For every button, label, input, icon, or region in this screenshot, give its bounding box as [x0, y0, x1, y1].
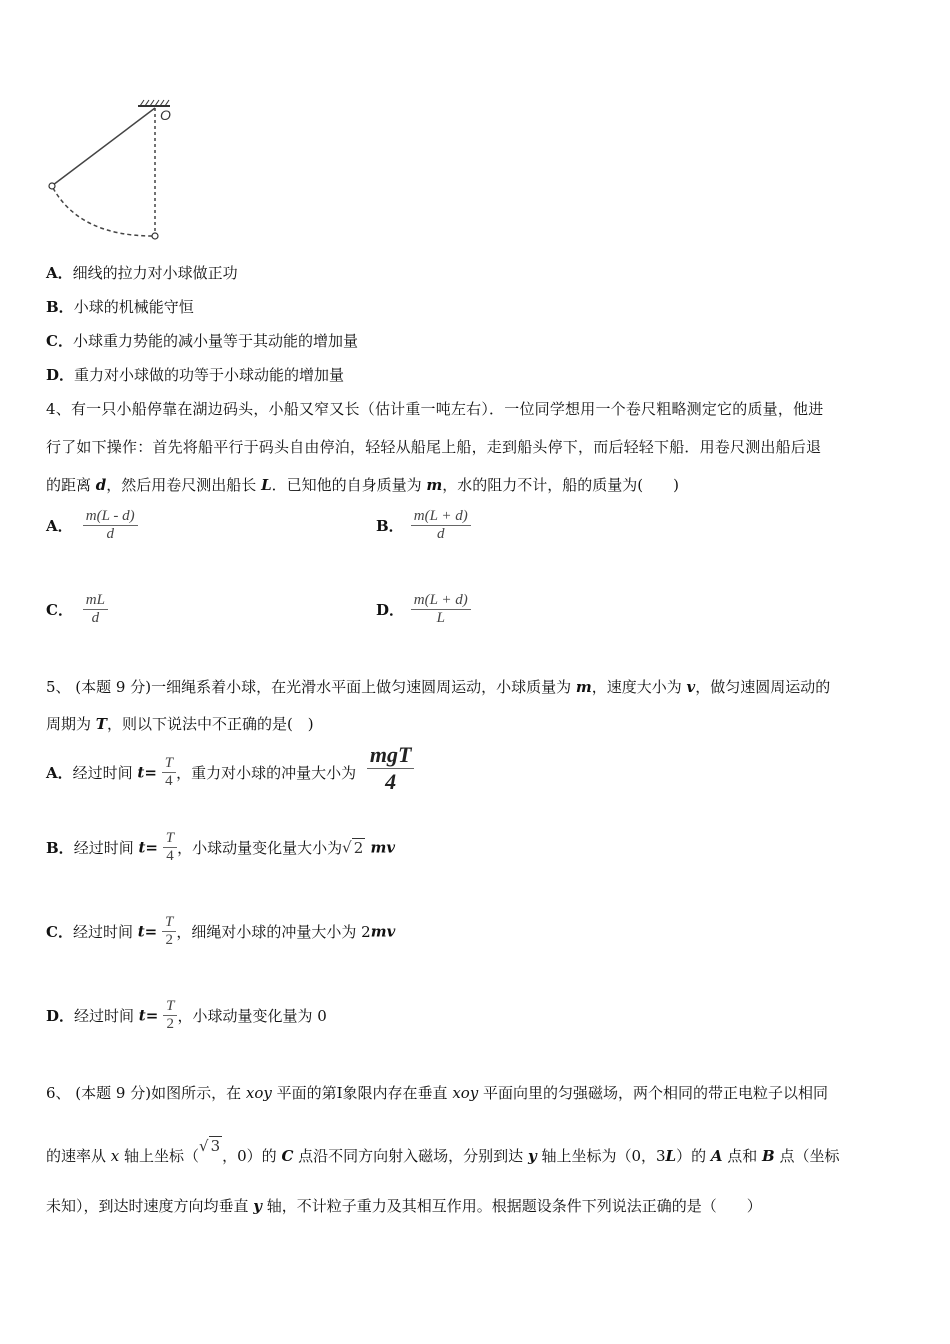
- text: ，速度大小为: [591, 678, 687, 696]
- text: 未知），到达时速度方向均垂直: [46, 1197, 254, 1215]
- equals: =: [145, 838, 158, 857]
- option-text: 重力对小球做的功等于小球动能的增加量: [74, 366, 345, 384]
- text: 平面的第Ⅰ象限内存在垂直: [271, 1084, 453, 1102]
- denominator: d: [83, 525, 138, 543]
- text: 经过时间: [74, 1007, 139, 1025]
- q5-option-c: [46, 914, 395, 949]
- text: 点和: [722, 1147, 763, 1165]
- var-d: d: [95, 476, 107, 494]
- option-letter: A．: [46, 764, 73, 782]
- q4-line-3: [46, 474, 679, 495]
- equals: =: [145, 1006, 159, 1025]
- fraction: [411, 508, 471, 543]
- text: ，然后用卷尺测出船长: [106, 476, 262, 494]
- sqrt: √ 2: [342, 838, 364, 857]
- var-a: A: [710, 1147, 723, 1165]
- option-text: 细线的拉力对小球做正功: [72, 264, 238, 282]
- text: ，小球动量变化量为 0: [177, 1007, 327, 1025]
- text: ，水的阻力不计，船的质量为( ): [442, 476, 679, 494]
- text: 点沿不同方向射入磁场，分别到达: [293, 1147, 528, 1165]
- numerator: T: [164, 755, 174, 771]
- option-letter: A．: [46, 517, 73, 535]
- text: 经过时间: [72, 923, 138, 941]
- option-letter: C．: [46, 923, 73, 941]
- text: 点（坐标: [774, 1147, 840, 1165]
- q4-option-a: [46, 508, 138, 543]
- text: ，细绳对小球的冲量大小为 2: [176, 923, 371, 941]
- text: 平面向里的匀强磁场，两个相同的带正电粒子以相同: [478, 1084, 829, 1102]
- text: ）的: [676, 1147, 711, 1165]
- text: 轴上坐标为（0，3: [536, 1147, 666, 1165]
- text: 轴上坐标（: [119, 1147, 200, 1165]
- var-t: t: [138, 838, 146, 857]
- sqrt: √ 3: [199, 1137, 221, 1155]
- q4-option-d: [376, 592, 471, 627]
- var-t: t: [137, 763, 145, 782]
- text: 周期为: [46, 715, 96, 733]
- text: ，则以下说法中不正确的是( ): [106, 715, 314, 733]
- var-mv: mv: [370, 922, 396, 941]
- numerator: T: [165, 830, 175, 846]
- var-t: T: [95, 715, 107, 733]
- equals: =: [144, 922, 158, 941]
- denominator: L: [411, 609, 471, 627]
- var-c: C: [281, 1147, 294, 1165]
- denominator: 2: [163, 1015, 177, 1033]
- denominator: 4: [163, 847, 177, 865]
- q3-option-b: [46, 296, 194, 317]
- pendulum-figure: [40, 96, 190, 246]
- denominator: 4: [162, 772, 176, 790]
- q6-line-2: [46, 1137, 840, 1166]
- option-letter: B．: [46, 839, 74, 857]
- pivot-label: O: [160, 107, 171, 123]
- q3-option-c: [46, 330, 358, 351]
- denominator: d: [83, 609, 108, 627]
- var-t: t: [137, 922, 145, 941]
- q3-option-a: [46, 262, 238, 283]
- var-v: v: [686, 678, 696, 696]
- q4-option-b: [376, 508, 471, 543]
- option-letter: B．: [376, 517, 404, 535]
- text: 经过时间: [73, 839, 139, 857]
- denominator: 2: [162, 931, 176, 949]
- fraction: [163, 998, 177, 1033]
- text: 6、 (本题 9 分)如图所示，在: [46, 1084, 246, 1102]
- option-text: 小球的机械能守恒: [73, 298, 194, 316]
- var-t: t: [138, 1006, 146, 1025]
- numerator: T: [165, 914, 174, 930]
- option-letter: D．: [46, 1007, 75, 1025]
- q5-option-b: [46, 830, 395, 865]
- q4-line-2: 行了如下操作：首先将船平行于码头自由停泊，轻轻从船尾上船，走到船头停下，而后轻轻下船．用卷尺测出船后退: [46, 438, 822, 456]
- q6-line-1: [46, 1082, 828, 1103]
- text: ．已知他的自身质量为: [271, 476, 427, 494]
- option-text: 小球重力势能的减小量等于其动能的增加量: [72, 332, 358, 350]
- option-letter: C．: [46, 332, 73, 350]
- var-mv: mv: [365, 838, 396, 857]
- fraction: [411, 592, 471, 627]
- q4-option-c: [46, 592, 108, 627]
- denominator: 4: [367, 768, 415, 795]
- numerator: m(L + d): [413, 592, 468, 608]
- numerator: mgT: [369, 742, 412, 767]
- fraction: [163, 830, 177, 865]
- equals: =: [144, 763, 157, 782]
- var-y: y: [527, 1147, 537, 1165]
- var-m: m: [575, 678, 592, 696]
- fraction-mgt: [367, 742, 415, 795]
- text: 经过时间: [72, 764, 138, 782]
- var-l: L: [665, 1147, 677, 1165]
- option-letter: B．: [46, 298, 74, 316]
- arc-dashed-path: [53, 188, 153, 236]
- text: ，重力对小球的冲量大小为: [176, 764, 361, 782]
- q5-option-d: [46, 998, 327, 1033]
- ball-bottom: [152, 233, 158, 239]
- text: 的距离: [46, 476, 96, 494]
- option-letter: D．: [376, 601, 405, 619]
- fraction: [162, 914, 176, 949]
- var-m: m: [426, 476, 443, 494]
- var-y: y: [253, 1197, 262, 1215]
- text: 轴，不计粒子重力及其相互作用。根据题设条件下列说法正确的是（ ）: [262, 1197, 762, 1215]
- fraction: [83, 508, 138, 543]
- text: ，小球动量变化量大小为: [177, 839, 343, 857]
- var-xoy: xoy: [452, 1084, 479, 1102]
- var-b: B: [762, 1147, 775, 1165]
- radicand: 2: [353, 838, 364, 857]
- option-letter: D．: [46, 366, 75, 384]
- q4-line-1: 4、有一只小船停靠在湖边码头，小船又窄又长（估计重一吨左右）．一位同学想用一个卷尺粗略测定它的质量，他进: [46, 400, 824, 418]
- numerator: T: [166, 998, 175, 1014]
- text: 5、 (本题 9 分)一细绳系着小球，在光滑水平面上做匀速圆周运动，小球质量为: [46, 678, 576, 696]
- text: 的速率从: [46, 1147, 111, 1165]
- text: ，0）的: [222, 1147, 282, 1165]
- radicand: 3: [210, 1137, 221, 1155]
- ball-start: [49, 183, 55, 189]
- var-l: L: [261, 476, 272, 494]
- q3-option-d: [46, 364, 344, 385]
- denominator: d: [411, 525, 471, 543]
- var-xoy: xoy: [245, 1084, 272, 1102]
- option-letter: C．: [46, 601, 73, 619]
- text: ，做匀速圆周运动的: [695, 678, 831, 696]
- numerator: m(L + d): [413, 508, 468, 524]
- q6-line-3: [46, 1195, 762, 1216]
- q5-option-a: [46, 742, 414, 799]
- q5-line-2: [46, 713, 314, 734]
- numerator: mL: [85, 592, 105, 608]
- var-x: x: [110, 1147, 120, 1165]
- fraction: [162, 755, 176, 790]
- option-letter: A．: [46, 264, 73, 282]
- fraction: [83, 592, 108, 627]
- numerator: m(L - d): [85, 508, 135, 524]
- q5-line-1: [46, 676, 830, 697]
- string-line: [53, 108, 155, 185]
